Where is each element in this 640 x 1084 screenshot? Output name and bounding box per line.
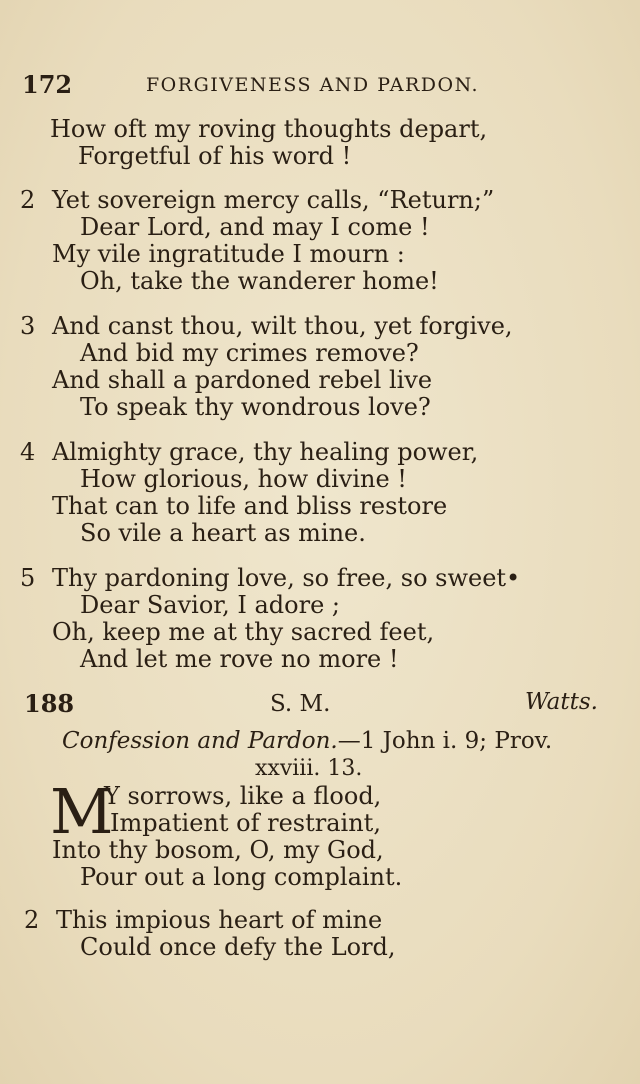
verse-line: My vile ingratitude I mourn : xyxy=(52,240,405,268)
page-header xyxy=(22,70,622,100)
verse-line: Oh, keep me at thy sacred feet, xyxy=(52,618,435,646)
verse-number: 3 xyxy=(20,312,36,340)
verse-line: And canst thou, wilt thou, yet forgive, xyxy=(52,312,513,340)
subject-reference: —1 John i. 9; Prov. xyxy=(337,728,553,754)
verse-line: And shall a pardoned rebel live xyxy=(52,366,433,394)
verse-line: Yet sovereign mercy calls, “Return;” xyxy=(52,186,495,214)
verse-line: Almighty grace, thy healing power, xyxy=(52,438,479,466)
running-title: FORGIVENESS AND PARDON. xyxy=(146,74,480,96)
verse-line: Dear Savior, I adore ; xyxy=(80,591,341,619)
hymn-author: Watts. xyxy=(525,689,598,715)
carryover-line: How oft my roving thoughts depart, xyxy=(50,115,488,143)
carryover-line: Forgetful of his word ! xyxy=(78,142,352,170)
verse-line: And bid my crimes remove? xyxy=(80,339,419,367)
subject-title: Confession and Pardon. xyxy=(62,728,338,754)
verse-line: Could once defy the Lord, xyxy=(80,933,396,961)
verse-line: This impious heart of mine xyxy=(56,906,383,934)
verse-number: 4 xyxy=(20,438,36,466)
drop-cap: M xyxy=(50,775,114,848)
verse-line: Y sorrows, like a flood, xyxy=(104,782,382,810)
verse-line: Dear Lord, and may I come ! xyxy=(80,213,430,241)
hymn-meter: S. M. xyxy=(270,691,331,717)
hymn-number: 188 xyxy=(24,689,75,718)
verse-line: To speak thy wondrous love? xyxy=(80,393,431,421)
verse-line: So vile a heart as mine. xyxy=(80,519,366,547)
subject-reference-continued: xxviii. 13. xyxy=(255,756,363,781)
verse-line: Into thy bosom, O, my God, xyxy=(52,836,384,864)
verse-number: 5 xyxy=(20,564,36,592)
verse-line: Pour out a long complaint. xyxy=(80,863,403,891)
verse-number: 2 xyxy=(24,906,40,934)
verse-line: Thy pardoning love, so free, so sweet• xyxy=(52,564,521,592)
page-number: 172 xyxy=(22,70,73,99)
hymn-subject xyxy=(62,728,552,754)
verse-line: How glorious, how divine ! xyxy=(80,465,407,493)
verse-line: Oh, take the wanderer home! xyxy=(80,267,439,295)
verse-number: 2 xyxy=(20,186,36,214)
verse-line: And let me rove no more ! xyxy=(80,645,399,673)
verse-line: Impatient of restraint, xyxy=(110,809,381,837)
verse-line: That can to life and bliss restore xyxy=(52,492,448,520)
